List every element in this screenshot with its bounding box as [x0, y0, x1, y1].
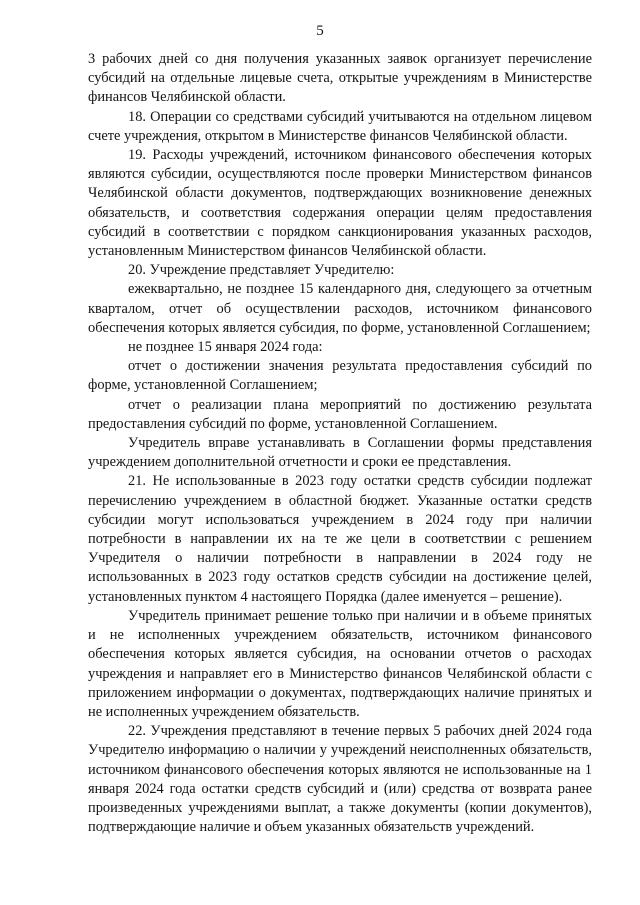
paragraph-18: 18. Операции со средствами субсидий учитываются на отдельном лицевом счете учреждения, открытом в Министерстве финансов Челябинской области. [88, 108, 592, 144]
paragraph-21-decision: Учредитель принимает решение только при наличии и в объеме принятых и не исполненных учреждением обязательств, источником финансового обеспечения которых является субсидия, на основании отчетов о расходах учреждения и направляет его в Министерство финансов Челябинской области с приложением информации о документах, подтверждающих наличие принятых и не исполненных учреждением обязательств. [88, 607, 592, 720]
paragraph-20-deadline: не позднее 15 января 2024 года: [128, 339, 323, 356]
paragraph-20-additional: Учредитель вправе устанавливать в Соглашении формы представления учреждением дополнительной отчетности и сроки ее представления. [88, 435, 592, 471]
document-body [88, 50, 592, 837]
paragraph-22: 22. Учреждения представляют в течение первых 5 рабочих дней 2024 года Учредителю информацию о наличии у учреждений неисполненных обязательств, источником финансового обеспечения которых являются не использованные на 1 января 2024 года остатки средств субсидий и (или) средства от возврата ранее произведенных учреждениями выплат, а также документы (копии документов), подтверждающие наличие и объем указанных обязательств учреждений. [88, 723, 592, 836]
paragraph-19: 19. Расходы учреждений, источником финансового обеспечения которых являются субсидии, осуществляются после проверки Министерством финансов Челябинской области документов, подтверждающих возникновение денежных обязательств, и соответствия содержания операции целям предоставления субсидий в соответствии с порядком санкционирования указанных расходов, установленным Министерством финансов Челябинской области. [88, 147, 592, 260]
paragraph-21: 21. Не использованные в 2023 году остатки средств субсидии подлежат перечислению учреждением в областной бюджет. Указанные остатки средств субсидии могут использоваться учреждением в 2024 году при наличии потребности в направлении их на те же цели в соответствии с решением Учредителя о наличии потребности в направлении в 2024 году не использованных в 2023 году остатков средств субсидии на достижение целей, установленных пунктом 4 настоящего Порядка (далее именуется – решение). [88, 473, 592, 605]
paragraph-20-result-report: отчет о достижении значения результата предоставления субсидий по форме, установленной Соглашением; [88, 358, 592, 394]
paragraph-continuation: 3 рабочих дней со дня получения указанных заявок организует перечисление субсидий на отдельные лицевые счета, открытые учреждениям в Министерстве финансов Челябинской области. [88, 51, 592, 106]
paragraph-20-plan-report: отчет о реализации плана мероприятий по достижению результата предоставления субсидий по форме, установленной Соглашением. [88, 396, 592, 432]
page-number: 5 [316, 23, 324, 39]
paragraph-20-quarterly: ежеквартально, не позднее 15 календарного дня, следующего за отчетным кварталом, отчет об осуществлении расходов, источником финансового обеспечения которых является субсидия, по форме, установленной Соглашением; [88, 281, 592, 336]
paragraph-20: 20. Учреждение представляет Учредителю: [128, 262, 395, 279]
